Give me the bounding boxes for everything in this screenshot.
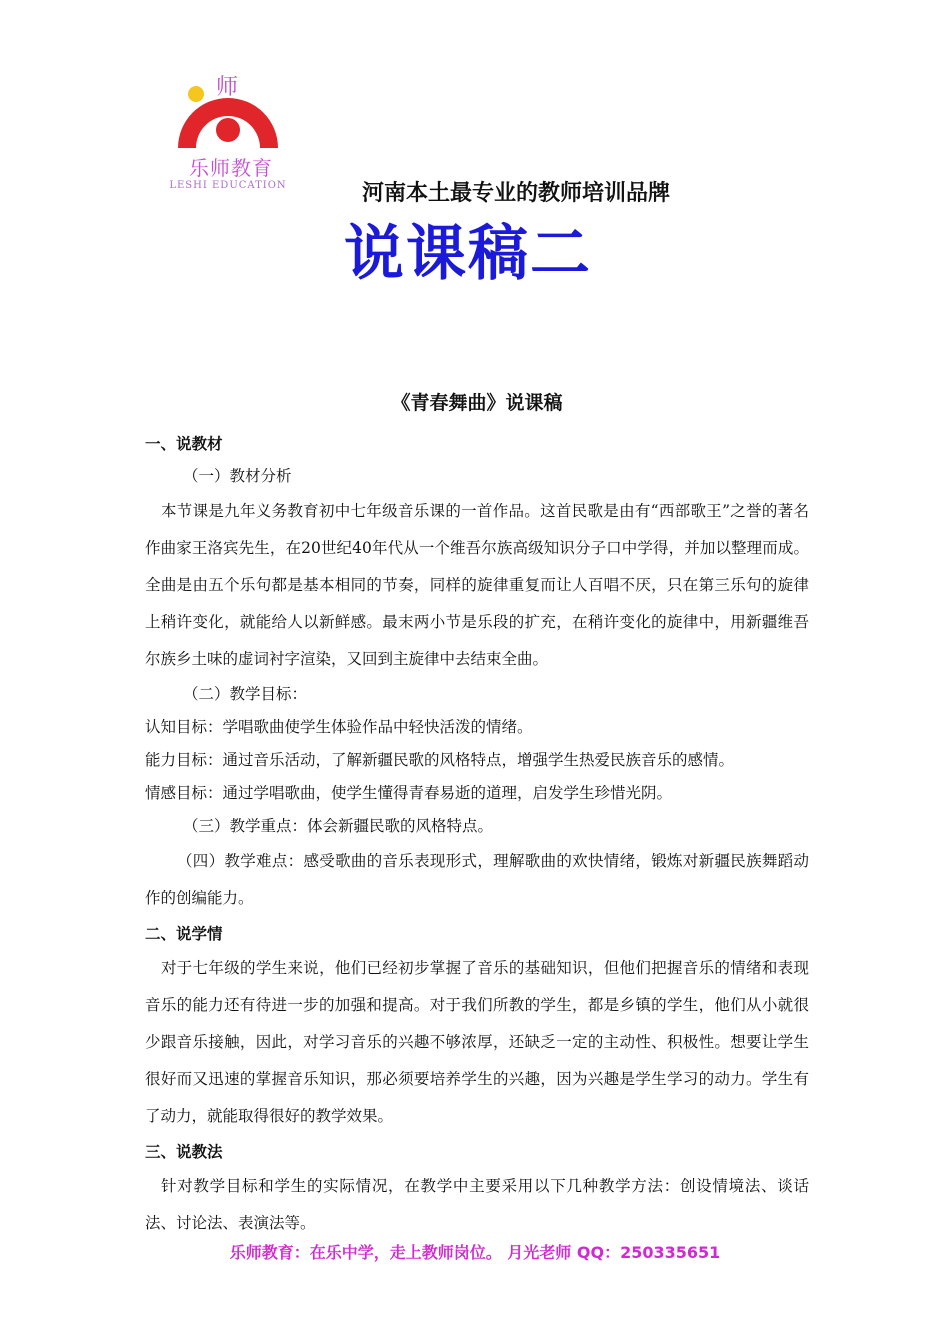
- paragraph-students: 对于七年级的学生来说，他们已经初步掌握了音乐的基础知识，但他们把握音乐的情绪和表现音乐的能力还有待进一步的加强和提高。对于我们所教的学生，都是乡镇的学生，他们从小就很少跟音乐接触，因此，对学习音乐的兴趣不够浓厚，还缺乏一定的主动性、积极性。想要让学生很好而又迅速的掌握音乐知识，那必须要培养学生的兴趣，因为兴趣是学生学习的动力。学生有了动力，就能取得很好的教学效果。: [145, 959, 809, 1125]
- subsection-goals: （二）教学目标：: [183, 685, 308, 703]
- paragraph-analysis: 本节课是九年义务教育初中七年级音乐课的一首作品。这首民歌是由有“西部歌王”之誉的著名作曲家王洛宾先生，在20世纪40年代从一个维吾尔族高级知识分子口中学得，并加以整理而成。全曲是由五个乐句都是基本相同的节奏，同样的旋律重复而让人百唱不厌，只在第三乐句的旋律上稍许变化，就能给人以新鲜感。最末两小节是乐段的扩充，在稍许变化的旋律中，用新疆维吾尔族乡土味的虚词衬字渲染，又回到主旋律中去结束全曲。: [145, 502, 809, 668]
- section-heading-methods: 三、说教法: [145, 1142, 223, 1161]
- section-heading-students: 二、说学情: [145, 924, 223, 943]
- footer-note: 乐师教育：在乐中学，走上教师岗位。 月光老师 QQ：250335651: [229, 1243, 721, 1262]
- goal-cognitive: 认知目标：学唱歌曲使学生体验作品中轻快活泼的情绪。: [145, 718, 533, 736]
- subsection-analysis: （一）教材分析: [183, 467, 292, 485]
- logo-glyph: 师: [216, 75, 239, 100]
- goal-ability: 能力目标：通过音乐活动，了解新疆民歌的风格特点，增强学生热爱民族音乐的感情。: [145, 751, 735, 769]
- subsection-difficulty: （四）教学难点：感受歌曲的音乐表现形式，理解歌曲的欢快情绪，锻炼对新疆民族舞蹈动作的创编能力。: [145, 852, 809, 907]
- brand-logo: [168, 68, 288, 198]
- paragraph-methods: 针对教学目标和学生的实际情况，在教学中主要采用以下几种教学方法：创设情境法、谈话法、讨论法、表演法等。: [145, 1177, 809, 1232]
- page-title: 说课稿二: [344, 219, 592, 289]
- subsection-focus: （三）教学重点：体会新疆民歌的风格特点。: [183, 817, 494, 835]
- document-title: 《青春舞曲》说课稿: [391, 392, 563, 414]
- goal-emotion: 情感目标：通过学唱歌曲，使学生懂得青春易逝的道理，启发学生珍惜光阴。: [145, 784, 673, 802]
- logo-text-en: LESHI EDUCATION: [169, 180, 287, 191]
- logo-text-cn: 乐师教育: [189, 156, 273, 180]
- document-body: [145, 388, 809, 1242]
- section-heading-materials: 一、说教材: [145, 434, 223, 453]
- brand-tagline: 河南本土最专业的教师培训品牌: [362, 180, 671, 206]
